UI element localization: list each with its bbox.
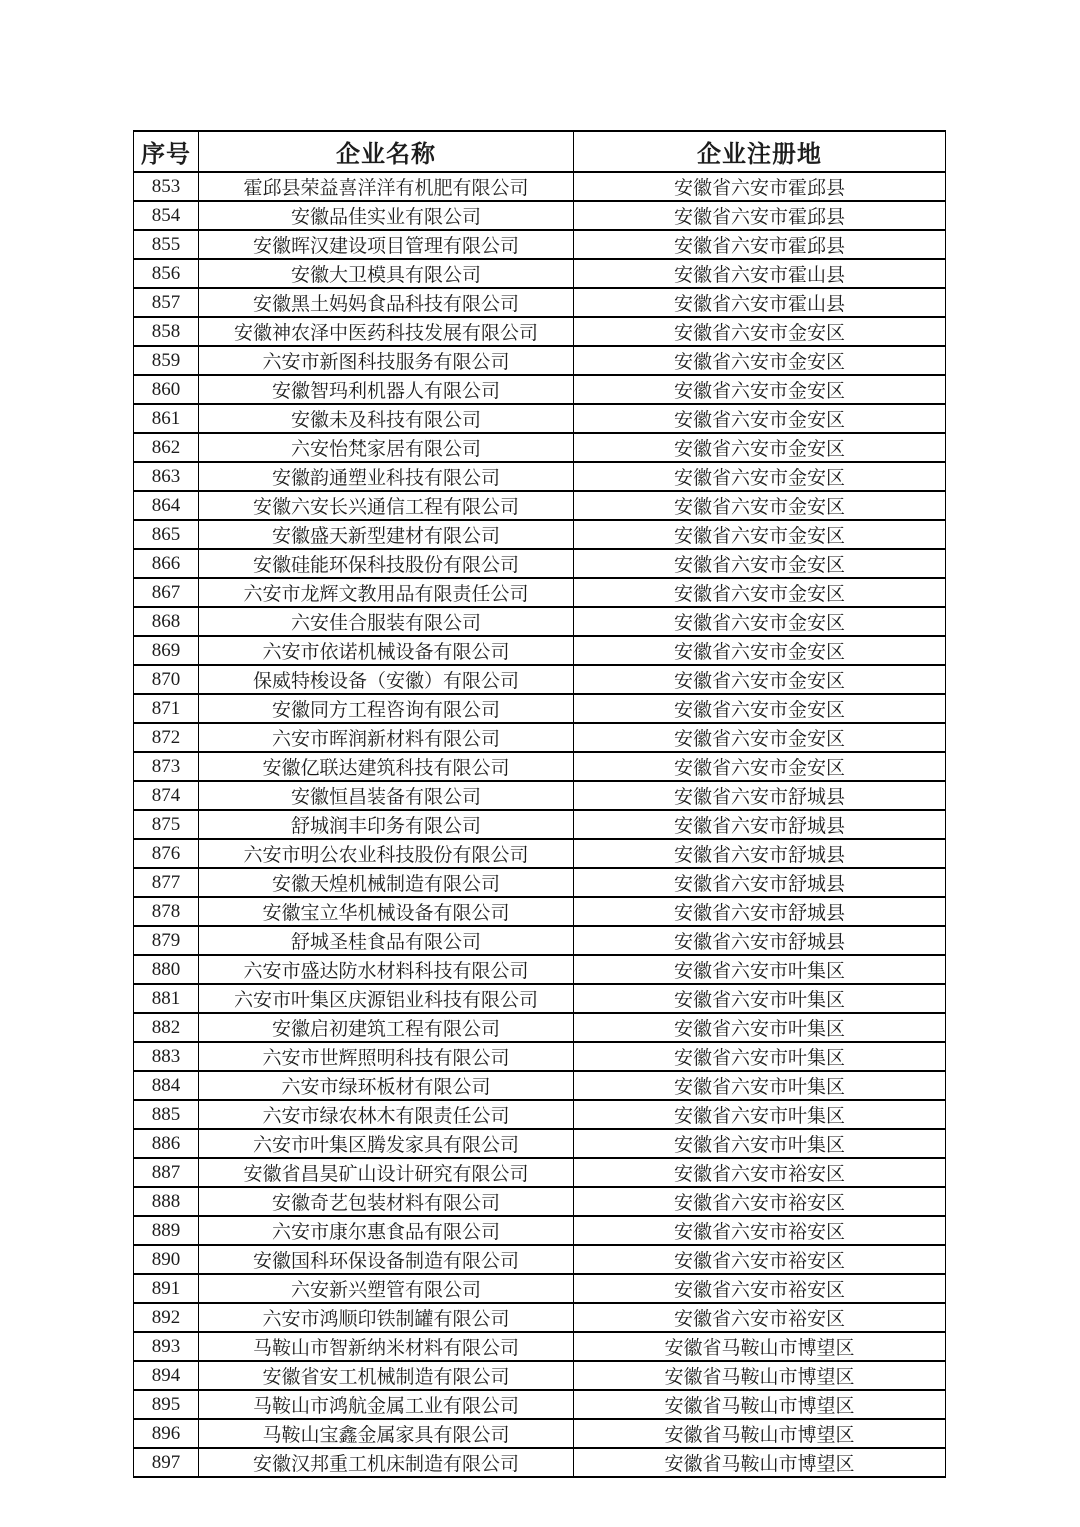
enterprise-name-cell: 六安市世辉照明科技有限公司 <box>199 1042 574 1071</box>
table-row <box>134 1071 946 1100</box>
registration-place-cell: 安徽省六安市金安区 <box>574 636 946 665</box>
serial-number-cell: 858 <box>134 317 199 346</box>
registration-place-cell: 安徽省六安市裕安区 <box>574 1158 946 1187</box>
registration-place-cell: 安徽省六安市霍邱县 <box>574 230 946 259</box>
table-row <box>134 1361 946 1390</box>
serial-number-cell: 870 <box>134 665 199 694</box>
serial-number-cell: 879 <box>134 926 199 955</box>
table-row <box>134 375 946 404</box>
serial-number-cell: 876 <box>134 839 199 868</box>
enterprise-name-cell: 六安怡梵家居有限公司 <box>199 433 574 462</box>
registration-place-cell: 安徽省六安市金安区 <box>574 520 946 549</box>
serial-number-cell: 873 <box>134 752 199 781</box>
registration-place-cell: 安徽省六安市舒城县 <box>574 926 946 955</box>
registration-place-cell: 安徽省六安市舒城县 <box>574 810 946 839</box>
serial-number-cell: 855 <box>134 230 199 259</box>
serial-number-cell: 867 <box>134 578 199 607</box>
registration-place-cell: 安徽省六安市金安区 <box>574 607 946 636</box>
serial-number-cell: 885 <box>134 1100 199 1129</box>
table-row <box>134 201 946 230</box>
enterprise-name-cell: 六安市叶集区庆源铝业科技有限公司 <box>199 984 574 1013</box>
table-row <box>134 172 946 201</box>
registration-place-cell: 安徽省六安市金安区 <box>574 694 946 723</box>
table-row <box>134 665 946 694</box>
enterprise-name-cell: 六安市龙辉文教用品有限责任公司 <box>199 578 574 607</box>
table-row <box>134 1448 946 1477</box>
enterprise-name-cell: 马鞍山宝鑫金属家具有限公司 <box>199 1419 574 1448</box>
registration-place-cell: 安徽省六安市金安区 <box>574 723 946 752</box>
serial-number-cell: 856 <box>134 259 199 288</box>
enterprise-name-cell: 安徽盛天新型建材有限公司 <box>199 520 574 549</box>
enterprise-name-cell: 六安市叶集区腾发家具有限公司 <box>199 1129 574 1158</box>
serial-number-cell: 853 <box>134 172 199 201</box>
registration-place-cell: 安徽省六安市裕安区 <box>574 1187 946 1216</box>
registration-place-cell: 安徽省六安市叶集区 <box>574 1071 946 1100</box>
registration-place-cell: 安徽省六安市舒城县 <box>574 839 946 868</box>
registration-place-cell: 安徽省六安市金安区 <box>574 433 946 462</box>
enterprise-name-cell: 六安市新图科技服务有限公司 <box>199 346 574 375</box>
table-row <box>134 259 946 288</box>
registration-place-cell: 安徽省六安市裕安区 <box>574 1216 946 1245</box>
serial-number-cell: 886 <box>134 1129 199 1158</box>
table-row <box>134 1158 946 1187</box>
table-row <box>134 1390 946 1419</box>
table-row <box>134 1042 946 1071</box>
serial-number-cell: 884 <box>134 1071 199 1100</box>
column-header-registration-place: 企业注册地 <box>574 131 946 172</box>
serial-number-cell: 881 <box>134 984 199 1013</box>
enterprise-name-cell: 安徽神农泽中医药科技发展有限公司 <box>199 317 574 346</box>
table-row <box>134 520 946 549</box>
enterprise-name-cell: 舒城圣桂食品有限公司 <box>199 926 574 955</box>
registration-place-cell: 安徽省六安市舒城县 <box>574 868 946 897</box>
serial-number-cell: 861 <box>134 404 199 433</box>
enterprise-name-cell: 六安市依诺机械设备有限公司 <box>199 636 574 665</box>
serial-number-cell: 878 <box>134 897 199 926</box>
table-row <box>134 549 946 578</box>
serial-number-cell: 894 <box>134 1361 199 1390</box>
table-row <box>134 433 946 462</box>
serial-number-cell: 883 <box>134 1042 199 1071</box>
table-row <box>134 1216 946 1245</box>
enterprise-name-cell: 安徽硅能环保科技股份有限公司 <box>199 549 574 578</box>
registration-place-cell: 安徽省六安市叶集区 <box>574 1042 946 1071</box>
serial-number-cell: 889 <box>134 1216 199 1245</box>
enterprise-name-cell: 霍邱县荣益喜洋洋有机肥有限公司 <box>199 172 574 201</box>
enterprise-name-cell: 六安新兴塑管有限公司 <box>199 1274 574 1303</box>
table-row <box>134 984 946 1013</box>
serial-number-cell: 888 <box>134 1187 199 1216</box>
registration-place-cell: 安徽省六安市裕安区 <box>574 1303 946 1332</box>
table-row <box>134 317 946 346</box>
enterprise-name-cell: 六安市鸿顺印铁制罐有限公司 <box>199 1303 574 1332</box>
registration-place-cell: 安徽省六安市金安区 <box>574 752 946 781</box>
enterprise-name-cell: 安徽省安工机械制造有限公司 <box>199 1361 574 1390</box>
table-row <box>134 1129 946 1158</box>
serial-number-cell: 859 <box>134 346 199 375</box>
enterprise-name-cell: 安徽黑土妈妈食品科技有限公司 <box>199 288 574 317</box>
table-row <box>134 346 946 375</box>
registration-place-cell: 安徽省六安市叶集区 <box>574 984 946 1013</box>
enterprise-name-cell: 保威特梭设备（安徽）有限公司 <box>199 665 574 694</box>
serial-number-cell: 866 <box>134 549 199 578</box>
table-header-row <box>134 131 946 172</box>
enterprise-name-cell: 六安市明公农业科技股份有限公司 <box>199 839 574 868</box>
enterprise-name-cell: 安徽亿联达建筑科技有限公司 <box>199 752 574 781</box>
enterprise-name-cell: 安徽国科环保设备制造有限公司 <box>199 1245 574 1274</box>
serial-number-cell: 897 <box>134 1448 199 1477</box>
column-header-serial-number: 序号 <box>134 131 199 172</box>
enterprise-name-cell: 安徽大卫模具有限公司 <box>199 259 574 288</box>
enterprise-name-cell: 安徽晖汉建设项目管理有限公司 <box>199 230 574 259</box>
table-row <box>134 462 946 491</box>
serial-number-cell: 892 <box>134 1303 199 1332</box>
enterprise-name-cell: 安徽同方工程咨询有限公司 <box>199 694 574 723</box>
registration-place-cell: 安徽省六安市金安区 <box>574 317 946 346</box>
registration-place-cell: 安徽省六安市金安区 <box>574 404 946 433</box>
registration-place-cell: 安徽省六安市金安区 <box>574 665 946 694</box>
enterprise-name-cell: 安徽汉邦重工机床制造有限公司 <box>199 1448 574 1477</box>
enterprise-name-cell: 安徽六安长兴通信工程有限公司 <box>199 491 574 520</box>
serial-number-cell: 869 <box>134 636 199 665</box>
table-row <box>134 230 946 259</box>
enterprise-name-cell: 六安市晖润新材料有限公司 <box>199 723 574 752</box>
registration-place-cell: 安徽省六安市霍邱县 <box>574 172 946 201</box>
registration-place-cell: 安徽省六安市叶集区 <box>574 955 946 984</box>
enterprise-name-cell: 安徽奇艺包装材料有限公司 <box>199 1187 574 1216</box>
table-row <box>134 1274 946 1303</box>
registration-place-cell: 安徽省六安市叶集区 <box>574 1100 946 1129</box>
table-row <box>134 694 946 723</box>
table-row <box>134 781 946 810</box>
enterprise-name-cell: 安徽未及科技有限公司 <box>199 404 574 433</box>
serial-number-cell: 877 <box>134 868 199 897</box>
registration-place-cell: 安徽省马鞍山市博望区 <box>574 1390 946 1419</box>
registration-place-cell: 安徽省马鞍山市博望区 <box>574 1332 946 1361</box>
registration-place-cell: 安徽省六安市裕安区 <box>574 1274 946 1303</box>
table-row <box>134 723 946 752</box>
serial-number-cell: 890 <box>134 1245 199 1274</box>
registration-place-cell: 安徽省六安市霍邱县 <box>574 201 946 230</box>
table-row <box>134 636 946 665</box>
serial-number-cell: 854 <box>134 201 199 230</box>
registration-place-cell: 安徽省六安市金安区 <box>574 375 946 404</box>
table-row <box>134 1187 946 1216</box>
serial-number-cell: 891 <box>134 1274 199 1303</box>
column-header-enterprise-name: 企业名称 <box>199 131 574 172</box>
table-row <box>134 607 946 636</box>
table-row <box>134 491 946 520</box>
enterprise-name-cell: 安徽品佳实业有限公司 <box>199 201 574 230</box>
registration-place-cell: 安徽省六安市叶集区 <box>574 1013 946 1042</box>
serial-number-cell: 871 <box>134 694 199 723</box>
enterprise-name-cell: 安徽省昌昊矿山设计研究有限公司 <box>199 1158 574 1187</box>
enterprise-name-cell: 六安市康尔惠食品有限公司 <box>199 1216 574 1245</box>
registration-place-cell: 安徽省六安市霍山县 <box>574 259 946 288</box>
table-row <box>134 288 946 317</box>
serial-number-cell: 857 <box>134 288 199 317</box>
registration-place-cell: 安徽省六安市舒城县 <box>574 897 946 926</box>
enterprise-name-cell: 安徽智玛利机器人有限公司 <box>199 375 574 404</box>
enterprise-name-cell: 安徽宝立华机械设备有限公司 <box>199 897 574 926</box>
serial-number-cell: 882 <box>134 1013 199 1042</box>
registration-place-cell: 安徽省六安市叶集区 <box>574 1129 946 1158</box>
table-row <box>134 868 946 897</box>
enterprise-name-cell: 安徽天煌机械制造有限公司 <box>199 868 574 897</box>
serial-number-cell: 872 <box>134 723 199 752</box>
serial-number-cell: 868 <box>134 607 199 636</box>
enterprise-name-cell: 马鞍山市智新纳米材料有限公司 <box>199 1332 574 1361</box>
enterprise-name-cell: 安徽韵通塑业科技有限公司 <box>199 462 574 491</box>
enterprise-name-cell: 六安市绿环板材有限公司 <box>199 1071 574 1100</box>
table-row <box>134 897 946 926</box>
table-row <box>134 955 946 984</box>
enterprise-name-cell: 六安佳合服装有限公司 <box>199 607 574 636</box>
registration-place-cell: 安徽省六安市金安区 <box>574 346 946 375</box>
registration-place-cell: 安徽省六安市金安区 <box>574 549 946 578</box>
serial-number-cell: 887 <box>134 1158 199 1187</box>
serial-number-cell: 864 <box>134 491 199 520</box>
enterprise-name-cell: 马鞍山市鸿航金属工业有限公司 <box>199 1390 574 1419</box>
registration-place-cell: 安徽省六安市霍山县 <box>574 288 946 317</box>
table-row <box>134 578 946 607</box>
serial-number-cell: 896 <box>134 1419 199 1448</box>
table-row <box>134 926 946 955</box>
registration-place-cell: 安徽省六安市裕安区 <box>574 1245 946 1274</box>
registration-place-cell: 安徽省六安市金安区 <box>574 462 946 491</box>
enterprise-name-cell: 安徽恒昌装备有限公司 <box>199 781 574 810</box>
registration-place-cell: 安徽省马鞍山市博望区 <box>574 1419 946 1448</box>
table-row <box>134 404 946 433</box>
serial-number-cell: 893 <box>134 1332 199 1361</box>
enterprise-name-cell: 安徽启初建筑工程有限公司 <box>199 1013 574 1042</box>
registration-place-cell: 安徽省六安市金安区 <box>574 491 946 520</box>
table-row <box>134 1100 946 1129</box>
serial-number-cell: 863 <box>134 462 199 491</box>
table-row <box>134 1245 946 1274</box>
registration-place-cell: 安徽省马鞍山市博望区 <box>574 1361 946 1390</box>
table-row <box>134 752 946 781</box>
table-row <box>134 1419 946 1448</box>
serial-number-cell: 862 <box>134 433 199 462</box>
serial-number-cell: 895 <box>134 1390 199 1419</box>
table-row <box>134 1013 946 1042</box>
serial-number-cell: 874 <box>134 781 199 810</box>
table-row <box>134 1332 946 1361</box>
enterprise-name-cell: 六安市盛达防水材料科技有限公司 <box>199 955 574 984</box>
serial-number-cell: 860 <box>134 375 199 404</box>
enterprise-registration-table <box>133 130 946 1478</box>
table-row <box>134 810 946 839</box>
table-body <box>134 172 946 1477</box>
enterprise-name-cell: 舒城润丰印务有限公司 <box>199 810 574 839</box>
table-row <box>134 1303 946 1332</box>
registration-place-cell: 安徽省六安市舒城县 <box>574 781 946 810</box>
serial-number-cell: 875 <box>134 810 199 839</box>
table-row <box>134 839 946 868</box>
serial-number-cell: 865 <box>134 520 199 549</box>
registration-place-cell: 安徽省六安市金安区 <box>574 578 946 607</box>
serial-number-cell: 880 <box>134 955 199 984</box>
enterprise-name-cell: 六安市绿农林木有限责任公司 <box>199 1100 574 1129</box>
registration-place-cell: 安徽省马鞍山市博望区 <box>574 1448 946 1477</box>
